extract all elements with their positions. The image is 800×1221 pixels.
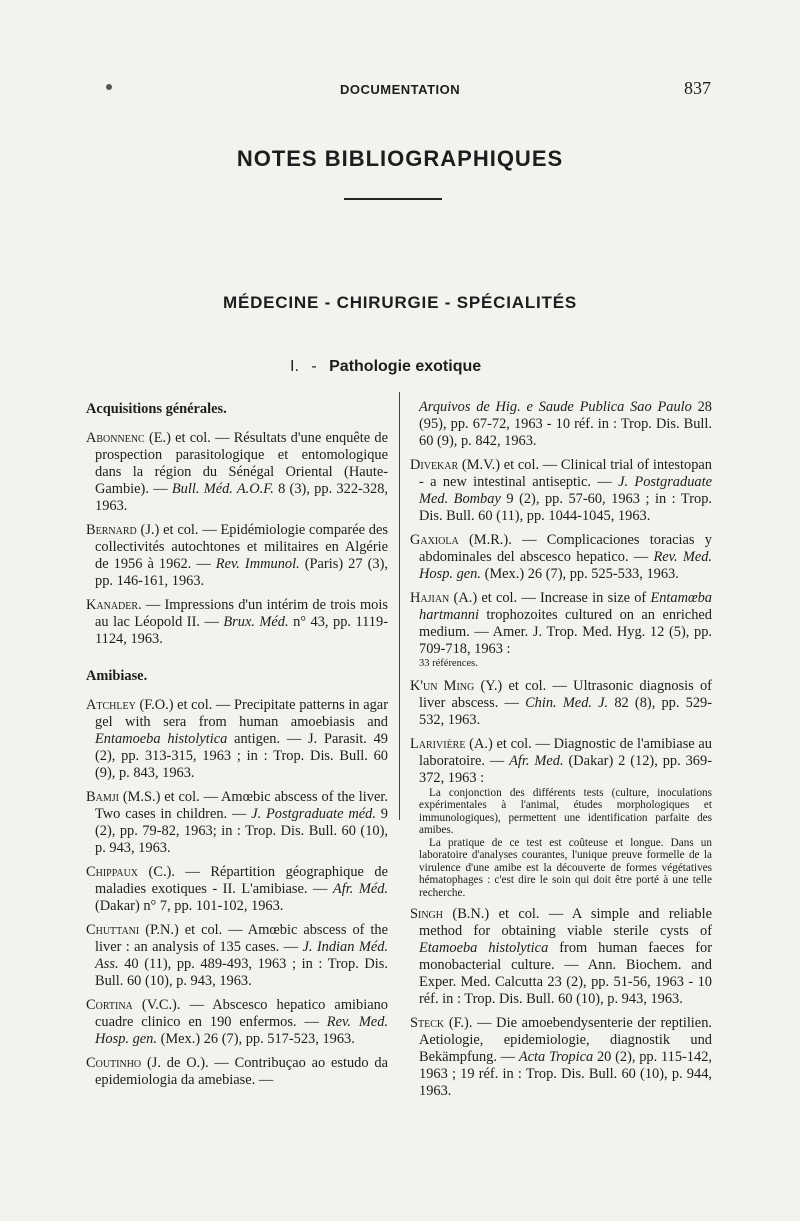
bib-entry: [86, 597, 388, 648]
entry-author: Bamji: [86, 789, 119, 805]
entry-author: K'un Ming: [410, 677, 475, 694]
entry-author: Hajian: [410, 590, 450, 606]
entry-author: Bernard: [86, 522, 137, 538]
bib-entry: [86, 922, 388, 990]
entry-citation: 28 (95), pp. 67-72, 1963 - 10 réf. in : Trop. Dis. Bull. 60 (9), p. 842, 1963.: [419, 399, 712, 449]
bib-entry: [410, 532, 712, 583]
left-column: [86, 399, 388, 1096]
running-header: [0, 40, 800, 98]
entry-author: Larivière: [410, 735, 466, 752]
section-title: MÉDECINE - CHIRURGIE - SPÉCIALITÉS: [222, 293, 577, 312]
entry-citation: 82 (8), pp. 529-532, 1963.: [419, 694, 713, 728]
entry-citation: (Mex.) 26 (7), pp. 525-533, 1963.: [484, 566, 679, 582]
entry-text: (J.) et col. — Epidémiologie comparée des collectivités autochtones et militaires en Algérie de 1956 à 1962. —: [95, 522, 388, 572]
entry-author: Chippaux: [86, 864, 139, 880]
entry-journal: Brux. Méd.: [223, 614, 289, 630]
title-rule: [344, 198, 442, 200]
entry-journal: Rev. Immunol.: [215, 556, 300, 572]
entry-journal: Bull. Méd. A.O.F.: [171, 481, 274, 497]
entry-citation: (Paris) 27 (3), pp. 146-161, 1963.: [95, 556, 388, 589]
entry-text: (A.) et col. — Diagnostic de l'amibiase au laboratoire. —: [419, 735, 712, 769]
category-heading: Acquisitions générales.: [86, 401, 227, 417]
category-heading: Amibiase.: [86, 668, 148, 684]
entry-journal: Entamœba hartmanni: [419, 590, 712, 623]
subsection-title: [290, 358, 481, 376]
entry-text: (E.) et col. — Résultats d'une enquête de prospection parasitologique et entomologique dans la région du Sénégal Oriental (Haute-Gambie). —: [95, 430, 388, 497]
entry-note: 33 références.: [419, 658, 478, 669]
entry-text: (Y.) et col. — Ultrasonic diagnosis of liver abscess. —: [419, 677, 712, 711]
entry-author: Coutinho: [86, 1055, 142, 1071]
bib-entry: [86, 997, 388, 1048]
entry-author: Abonnenc: [86, 430, 145, 446]
subsection-number: I.: [290, 358, 299, 375]
entry-journal: Chin. Med. J.: [525, 694, 609, 711]
entry-citation: from human faeces for monobacterial culture. — Ann. Biochem. and Exper. Med. Calcutta 23 (2), pp. 51-56, 1963 - 10 réf. in : Trop. Dis. Bull. 60 (10), p. 943, 1963.: [419, 940, 712, 1007]
bib-entry: [86, 1055, 388, 1089]
entry-journal: J. Postgraduate Med. Bombay: [419, 474, 712, 507]
abstract-paragraph: La conjonction des différents tests (culture, inoculations expérimentales à l'animal, études morphologiques et immunologiques), permettent une identification parfaite des amibes.: [419, 786, 712, 836]
entry-abstract: [419, 787, 712, 900]
entry-text: (M.V.) et col. — Clinical trial of intestopan - a new intestinal antiseptic. —: [419, 457, 712, 490]
entry-citation: n° 43, pp. 1119-1124, 1963.: [95, 614, 388, 647]
entry-author: Kanader.: [86, 597, 142, 613]
entry-author: Atchley: [86, 697, 136, 713]
subsection-dash: -: [311, 358, 317, 375]
entry-citation: trophozoites cultured on an enriched medium. — Amer. J. Trop. Med. Hyg. 12 (5), pp. 709-718, 1963 :: [419, 607, 712, 657]
entry-text: (M.S.) et col. — Amœbic abscess of the liver. Two cases in children. —: [95, 789, 388, 822]
entry-citation: 20 (2), pp. 115-142, 1963 ; 19 réf. in : Trop. Dis. Bull. 60 (10), p. 944, 1963.: [419, 1049, 712, 1099]
bib-entry: [410, 678, 712, 729]
entry-text: (C.). — Répartition géographique de maladies exotiques - II. L'amibiase. —: [95, 864, 388, 897]
column-divider: [399, 392, 400, 820]
bib-entry: [86, 697, 388, 782]
entry-text: (M.R.). — Complicaciones toracias y abdominales del abscesco hepatico. —: [419, 532, 712, 565]
entry-text: — Impressions d'un intérim de trois mois au lac Léopold II. —: [95, 597, 388, 630]
bib-entry: [410, 457, 712, 525]
entry-text: (A.) et col. — Increase in size of: [453, 590, 647, 606]
bib-entry: [410, 1015, 712, 1100]
entry-journal: Arquivos de Hig. e Saude Publica Sao Paulo: [419, 399, 692, 415]
entry-citation: antigen. — J. Parasit. 49 (2), pp. 313-315, 1963 ; in : Trop. Dis. Bull. 60 (9), p. 843, 1963.: [95, 731, 388, 781]
bib-entry: [410, 906, 712, 1008]
bib-entry: [86, 522, 388, 590]
entry-citation: (Dakar) n° 7, pp. 101-102, 1963.: [95, 898, 284, 914]
entry-journal: Rev. Med. Hosp. gen.: [419, 549, 713, 582]
bib-entry: [86, 789, 388, 857]
bib-entry: [410, 736, 712, 900]
entry-journal: Afr. Med.: [509, 752, 564, 769]
entry-author: Steck: [410, 1015, 445, 1031]
entry-citation: 40 (11), pp. 489-493, 1963 ; in : Trop. Dis. Bull. 60 (10), p. 943, 1963.: [95, 956, 388, 989]
entry-author: Gaxiola: [410, 532, 459, 548]
subsection-label: Pathologie exotique: [329, 358, 482, 375]
entry-author: Singh: [410, 906, 443, 922]
entry-text: (F.). — Die amoebendysenterie der reptilien. Aetiologie, epidemiologie, diagnostik und Bekämpfung. —: [419, 1015, 712, 1065]
entry-citation: 9 (2), pp. 57-60, 1963 ; in : Trop. Dis. Bull. 60 (11), pp. 1044-1045, 1963.: [419, 491, 712, 524]
page-title: NOTES BIBLIOGRAPHIQUES: [236, 146, 564, 171]
entry-citation: (Mex.) 26 (7), pp. 517-523, 1963.: [160, 1031, 355, 1047]
right-column: [410, 399, 712, 1107]
bib-entry: [86, 430, 388, 515]
bib-entry: [86, 864, 388, 915]
entry-author: Chuttani: [86, 922, 140, 938]
entry-author: Cortina: [86, 997, 133, 1013]
entry-text: (F.O.) et col. — Precipitate patterns in agar gel with sera from human amoebiasis and: [95, 697, 388, 730]
entry-journal: J. Indian Méd. Ass.: [95, 939, 388, 972]
entry-journal: Rev. Med. Hosp. gen.: [95, 1014, 388, 1047]
entry-author: Divekar: [410, 457, 459, 473]
entry-text: (J. de O.). — Contribuçao ao estudo da epidemiologia da amebiase. —: [95, 1055, 388, 1088]
bib-entry-continued: [410, 399, 712, 450]
entry-text: (P.N.) et col. — Amœbic abscess of the liver : an analysis of 135 cases. —: [95, 922, 388, 955]
entry-citation: (Dakar) 2 (12), pp. 369-372, 1963 :: [419, 752, 712, 786]
page-number: 837: [684, 78, 711, 98]
entry-journal: J. Postgraduate méd.: [251, 806, 376, 822]
entry-citation: 9 (2), pp. 79-82, 1963; in : Trop. Dis. Bull. 60 (10), p. 943, 1963.: [95, 806, 388, 856]
abstract-paragraph: La pratique de ce test est coûteuse et longue. Dans un laboratoire d'analyses courantes, l'unique preuve formelle de la virulence d'une amibe est la découverte de formes végétatives hématophages : c'est dire le soin qui doit être porté à une telle recherche.: [419, 836, 712, 899]
entry-text: (V.C.). — Abscesco hepatico amibiano cuadre clinico en 190 enfermos. —: [95, 997, 388, 1030]
entry-citation: 8 (3), pp. 322-328, 1963.: [95, 481, 388, 514]
entry-journal: Afr. Méd.: [332, 881, 388, 897]
entry-text: (B.N.) et col. — A simple and reliable method for obtaining viable sterile cysts of: [419, 906, 712, 939]
entry-journal: Etamoeba histolytica: [419, 940, 549, 956]
bib-entry: [410, 590, 712, 671]
entry-journal: Acta Tropica: [518, 1049, 594, 1065]
bullet-mark: [106, 84, 112, 90]
entry-journal: Entamoeba histolytica: [95, 731, 228, 747]
running-title: DOCUMENTATION: [340, 82, 461, 97]
